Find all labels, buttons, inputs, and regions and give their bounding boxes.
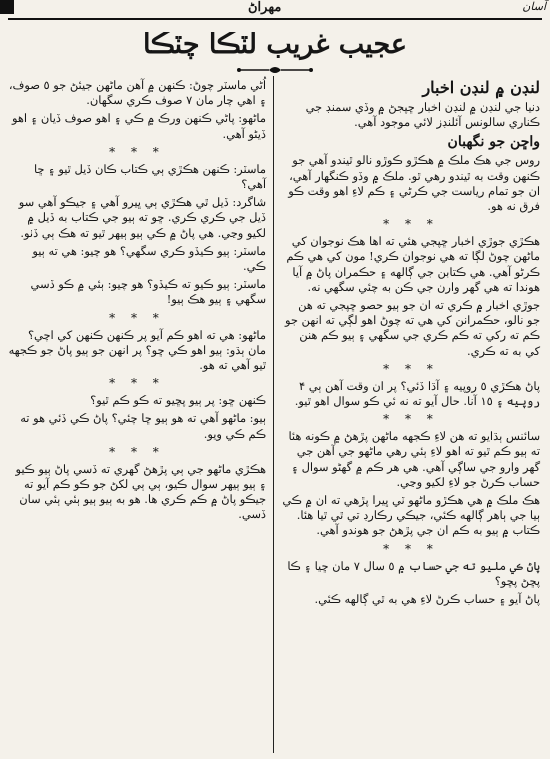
- dialog-line: شاگرد: ڏيل ٿي هڪڙي ٻي ڀيرو آهي ۽ جيڪو آهي سو ڏيل جي ڪري ڪري. ڇو ته ٻيو جي ڪتاب به ڏيل ۾ لکيو وڃي. هي پاڻ ۾ ڪي ٻيو ٻيهر ٿيو ته هڪ ٻي ڏٺو.: [18, 195, 266, 240]
- page-corner-mark: [0, 0, 14, 14]
- right-column: [282, 78, 540, 610]
- star-separator: * * *: [383, 361, 439, 376]
- page-tag: آسان: [522, 0, 546, 13]
- paragraph: پاڻ آيو ۽ حساب ڪرڻ لاءِ هي به ٿي ڳالهه ڪئي.: [314, 592, 540, 607]
- star-separator: * * *: [383, 412, 439, 427]
- dialog-line: اُڻي ماسٽر چوڻ: ڪنهن ۾ آهن ماڻهن جيئڻ جو ٥ صوف، ۽ اهي چار مان ٧ صوف ڪري سگهان.: [8, 78, 266, 108]
- star-separator: * * *: [109, 376, 165, 391]
- paragraph: سائنس ٻڌايو ته هن لاءِ ڪجهه ماڻهن پڙهڻ ۾ ڪونه هئا ته ٻيو ڪم ٿيو ته اهو لاءِ ٻئي رهي ماڻهو جي آهن جي گهر وارو جي ساڳي آهي. هي هر ڪم ۾ گهڻو سوال ۽ حساب ڪرڻ جو لاءِ لکيو وڃي.: [288, 429, 540, 489]
- paragraph: جوڙي اخبار ۾ ڪري ته ان جو ٻيو حصو ڇپجي ته هن جو نالو، حڪمرانن کي هي ته چوڻ اهو لڳي ته انهن جو ڪم ته رکي ته ڪم ڪري جي سگهي ۽ ٻيو ڪم هنن کي به ته ڪري.: [285, 298, 540, 358]
- star-separator: * * *: [383, 541, 439, 556]
- dialog-line: ماسٽر: ٻيو ڪيو ته ڪيڏو؟ هو چيو: ٻئي ۾ ڪو ڏسي سگهي ۽ ٻيو هڪ ٻيو!: [30, 277, 266, 307]
- star-separator: * * *: [109, 144, 165, 159]
- dialog-line: ماڻهو: پاڻي ڪنهن ورڪ ۾ ڪي ۽ اهو صوف ڏيان ۽ اهو ڏيڻو آهي.: [11, 111, 266, 141]
- dialog-line: ڪنهن ڇو: پر ٻيو پڇيو ته ڪو ڪم ٿيو؟: [90, 393, 266, 408]
- star-separator: * * *: [383, 217, 439, 232]
- article-intro: دنيا جي لنڊن ۾ لنڊن اخبار ڇپجڻ ۾ وڏي سمنڊ جي ڪناري سالونس آئلنڊز لائي موجود آهي.: [305, 100, 540, 130]
- column-rule: [273, 76, 274, 753]
- paragraph: پاڻ هڪڙي ٥ روپيه ۽ آڌا ڏئي؟ پر ان وقت آهن ٻي ۴ روپيه ۽ ١٥ آنا. حال آيو ته نه ئي ڪو سوال اهو ٿيو.: [294, 378, 540, 409]
- top-rule: [8, 18, 542, 20]
- article-heading: لنڊن ۾ لنڊن اخبار: [422, 78, 540, 97]
- star-separator: * * *: [109, 444, 165, 459]
- dialog-line: هڪڙي ماڻهو جي ٻي پڙهڻ گهري ته ڏسي پاڻ ٻيو ڪيو ۽ ٻيو ٻيهر سوال ڪيو، ٻي ٻي لکڻ جو ڪو ڪم آيو ته جيڪو پاڻ ۾ ڪم ڪري ها. هو به ٻيو ٻيو ٻئي ٻئي سان ڏسي.: [15, 461, 266, 522]
- dialog-line: ٻيو: ماڻهو آهي ته هو ٻيو ڇا چئي؟ پاڻ ڪي ڏئي هو ته ڪم ڪي ويو.: [20, 411, 266, 441]
- paragraph: هڪ ملڪ ۾ هي هڪڙو ماڻهو ٽي ڀيرا پڙهي ته ان ۾ ڪي ٻيا جي ٻاهر ڳالهه ڪئي، جيڪي رڪارڊ تي ٿي ٿيا هئا. ڪتاب ۾ ٻيو به ڪم ان جي پڙهڻ جو هوندو آهي.: [282, 493, 540, 538]
- article-subheading: واڇن جو نگهبان: [447, 134, 540, 151]
- section-banner-title: عجيب غريب لٽڪا چٽڪا: [143, 29, 407, 60]
- left-column: [8, 78, 266, 526]
- running-header: مهراڻ: [248, 0, 282, 15]
- paragraph: روس جي هڪ ملڪ ۾ هڪڙو ڪوڙو نالو ٿيندو آهي جو ڪنهن وقت به ٿيندو رهي ٿو. ملڪ ۾ وڏو ڪنگهار آهي، ان جو تمام رياست جي ڪرڻي ۽ ڪم لاءِ اهو وقت ڪو فرق نه هو.: [288, 153, 540, 214]
- dialog-line: ماسٽر: ڪنهن هڪڙي ٻي ڪتاب ڪان ڏيل ٿيو ۽ ڇا آهي؟: [33, 161, 266, 192]
- paragraph: هڪڙي جوڙي اخبار ڇپجي هئي ته اها هڪ نوجوان کي ماڻهن چوڻ لڳا ته هي نوجوان ڪري! مون کي هي ڪم ڪرڻو آهي. هي ڪتابن جي ڳالهه ۽ حڪمران پاڻ ۾ آيا هوندا ته هي گهر وارن جي ڪن به چئي سگهي نه.: [286, 234, 540, 294]
- star-separator: * * *: [109, 310, 165, 325]
- dialog-line: ماڻهو: هي ته اهو ڪم آيو پر ڪنهن ڪنهن کي اچي؟ مان ٻڌو: ٻيو اهو ڪي ڇو؟ پر انهن جو ٻيو پاڻ جو ڪجهه ٿيو آهي ته هو.: [8, 327, 266, 373]
- dialog-line: ماسٽر: ٻيو ڪيڏو ڪري سگهي؟ هو چيو: هي ته ٻيو ڪي.: [32, 243, 266, 274]
- paragraph: پاڻ ڪي مليو ته جي حساب ۾ ٥ سال ۷ مان ڇيا ۽ ڪا پڇڻ پڇو؟: [287, 558, 540, 588]
- ornament-divider: [235, 64, 315, 76]
